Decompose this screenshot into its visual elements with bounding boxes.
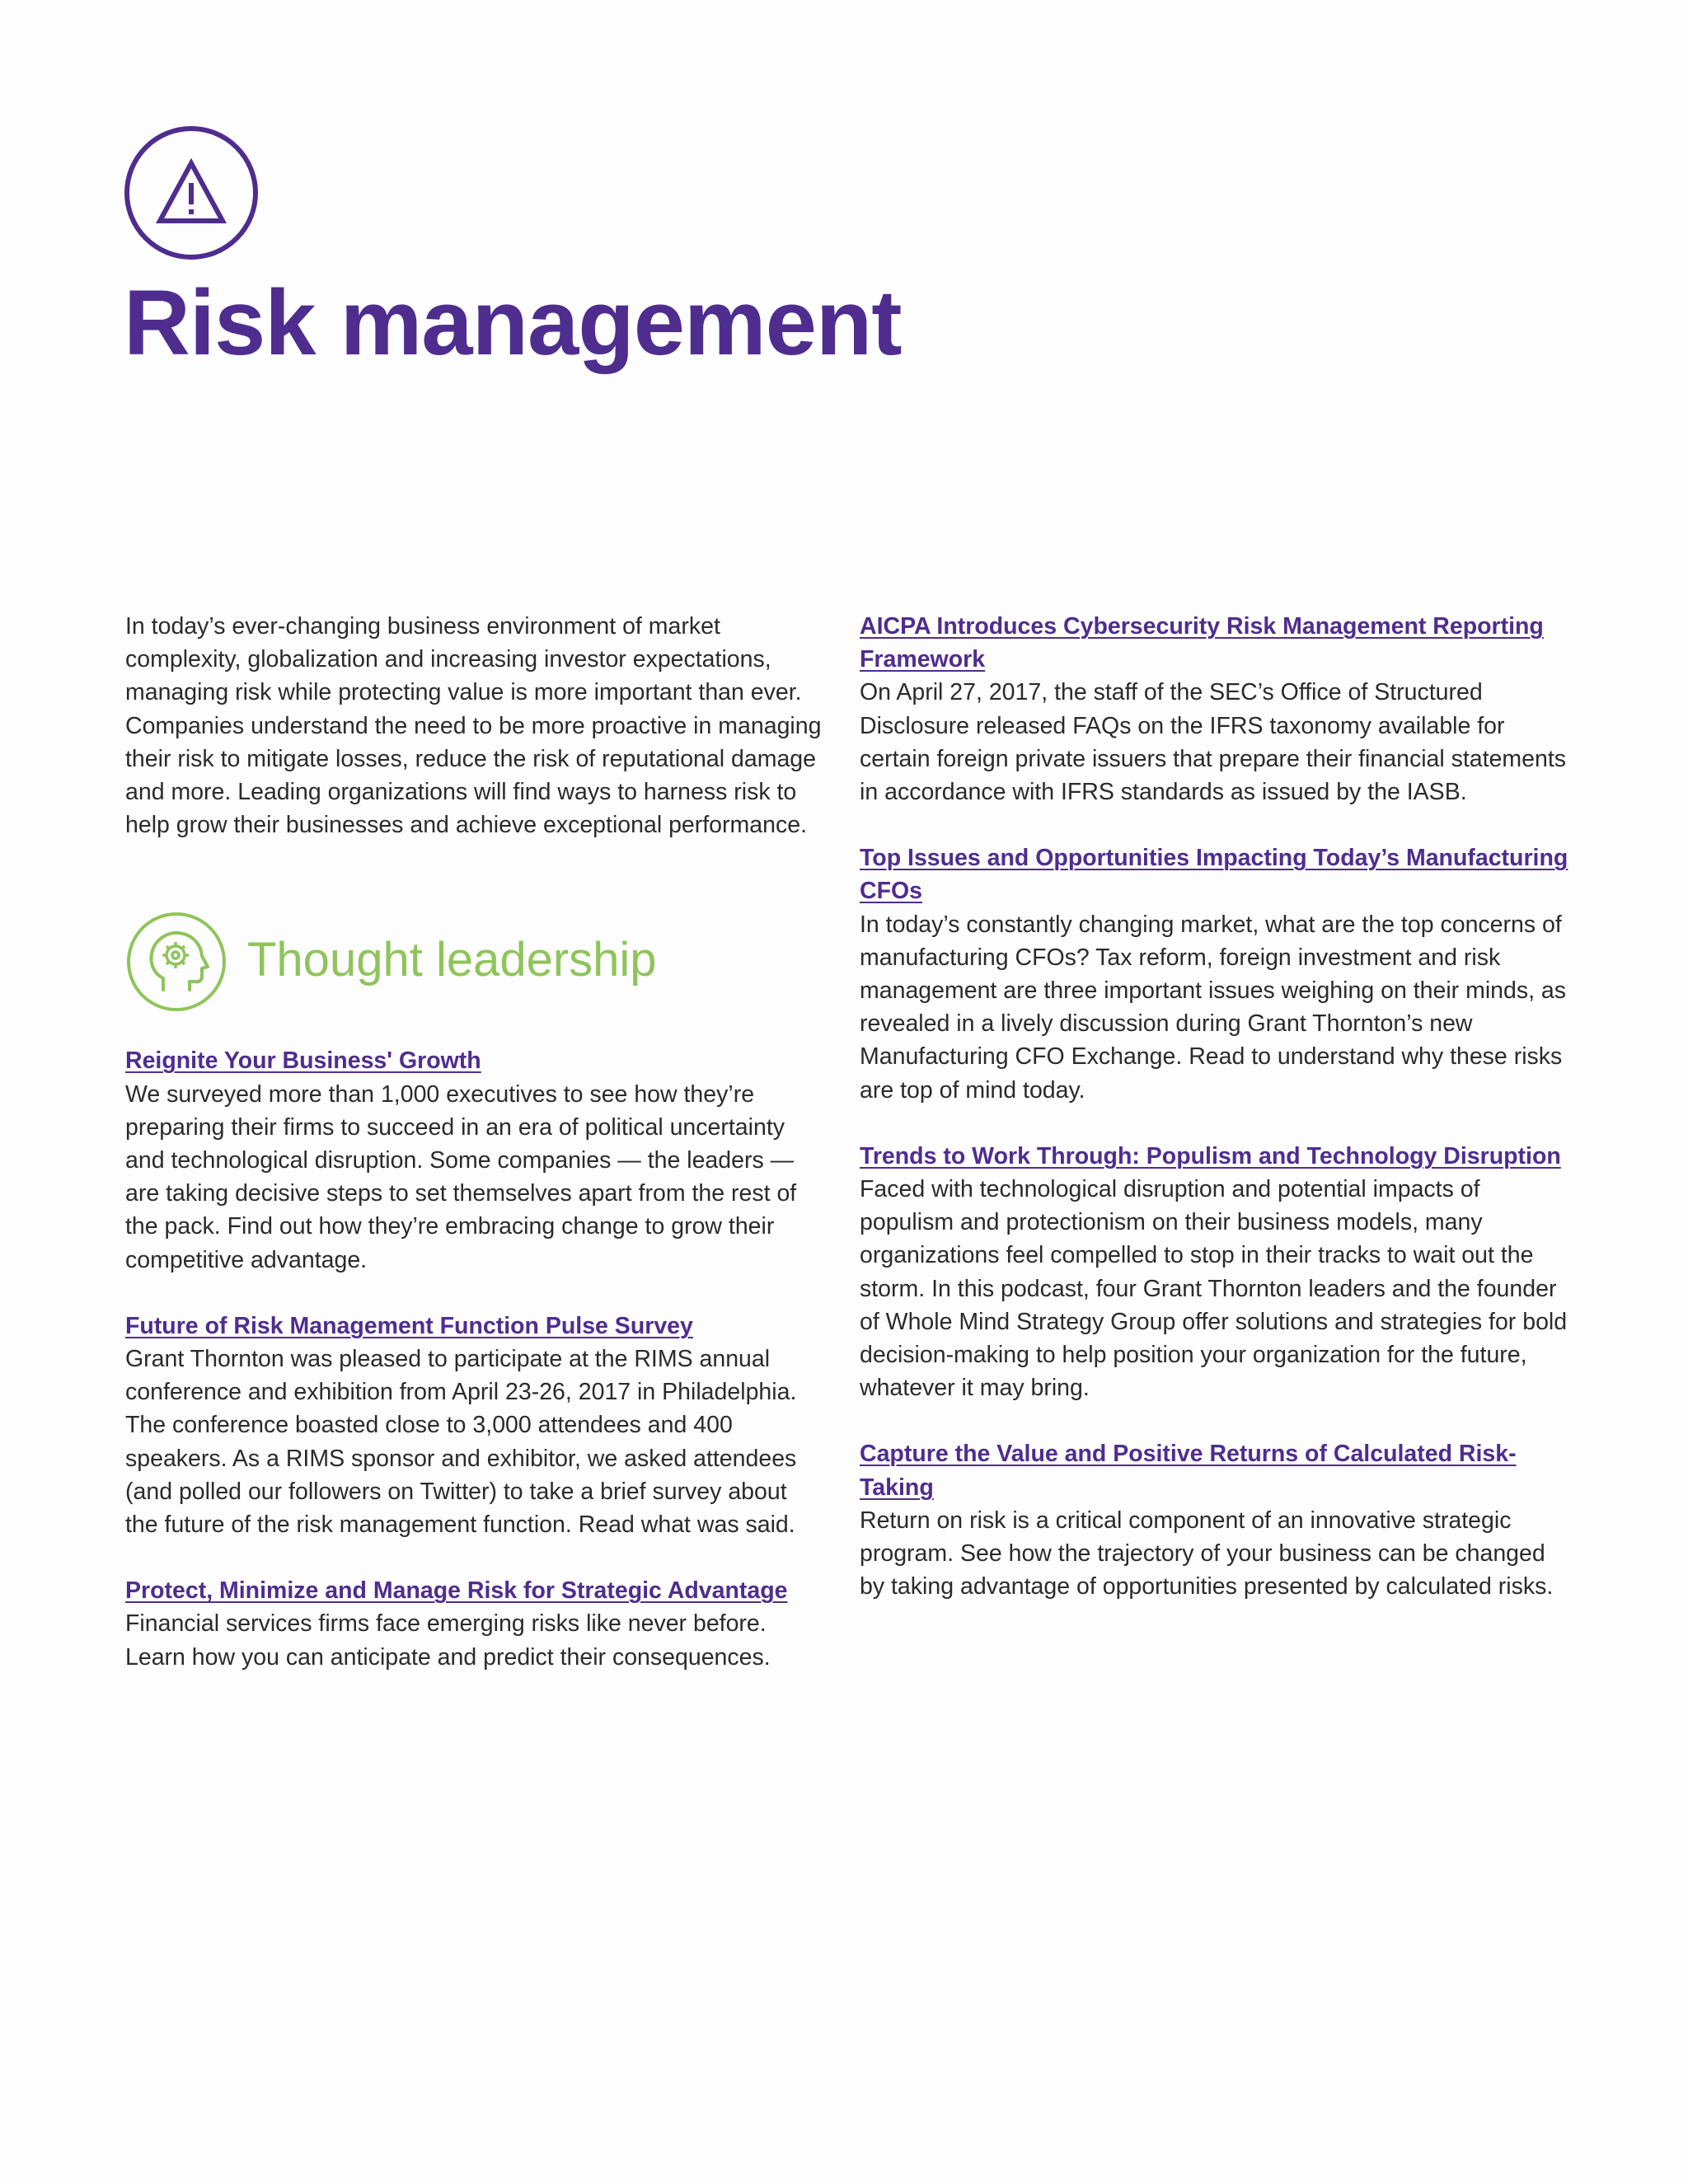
article-item [860, 1437, 1568, 1603]
article-description: In today’s constantly changing market, what are the top concerns of manufacturing CFOs? Tax reform, foreign investment and risk management are three important issues weighing on their minds, as revealed in a lively discussion during Grant Thornton’s new Manufacturing CFO Exchange. Read to understand why these risks are top of mind today. [860, 911, 1567, 1104]
article-item [860, 1140, 1568, 1405]
article-item [860, 610, 1568, 808]
article-item [860, 841, 1568, 1107]
article-link-pulse-survey[interactable]: Future of Risk Management Function Pulse Survey [125, 1312, 693, 1339]
thought-leadership-header [125, 911, 826, 1013]
article-item [125, 1044, 826, 1276]
article-description: Grant Thornton was pleased to participate at the RIMS annual conference and exhibition from April 23-26, 2017 in Philadelphia. The conference boasted close to 3,000 attendees and 400 speakers. As a RIMS sponsor and exhibitor, we asked attendees (and polled our followers on Twitter) to take a brief survey about the future of the risk management function. Read what was said. [125, 1346, 797, 1539]
thought-leadership-title: Thought leadership [247, 933, 657, 987]
right-column [860, 610, 1568, 1636]
article-description: Financial services firms face emerging risks like never before. Learn how you can anticipate and predict their consequences. [125, 1610, 771, 1671]
article-description: We surveyed more than 1,000 executives to see how they’re preparing their firms to succeed in an era of political uncertainty and technological disruption. Some companies — the leaders — are taking decisive steps to set themselves apart from the rest of the pack. Find out how they’re embracing change to grow their competitive advantage. [125, 1080, 797, 1273]
article-link-populism-technology[interactable]: Trends to Work Through: Populism and Technology Disruption [860, 1142, 1561, 1169]
article-link-calculated-risk[interactable]: Capture the Value and Positive Returns of Calculated Risk-Taking [860, 1441, 1517, 1501]
left-column [125, 610, 826, 1707]
article-description: On April 27, 2017, the staff of the SEC’s Office of Structured Disclosure released FAQs on the IFRS taxonomy available for certain foreign private issuers that prepare their financial statements in accordance with IFRS standards as issued by the IASB. [860, 679, 1567, 806]
article-link-protect-minimize[interactable]: Protect, Minimize and Manage Risk for Strategic Advantage [125, 1577, 788, 1605]
article-item [125, 1310, 826, 1541]
warning-triangle-icon [122, 124, 260, 262]
article-link-aicpa-cybersecurity[interactable]: AICPA Introduces Cybersecurity Risk Management Reporting Framework [860, 613, 1544, 673]
article-link-manufacturing-cfos[interactable]: Top Issues and Opportunities Impacting Today’s Manufacturing CFOs [860, 845, 1568, 905]
article-item [125, 1574, 826, 1674]
head-gear-icon [125, 911, 227, 1013]
article-description: Faced with technological disruption and potential impacts of populism and protectionism on their business models, many organizations feel compelled to stop in their tracks to wait out the storm. In this podcast, four Grant Thornton leaders and the founder of Whole Mind Strategy Group offer solutions and strategies for bold decision-making to help position your organization for the future, whatever it may bring. [860, 1176, 1568, 1402]
article-description: Return on risk is a critical component of an innovative strategic program. See how the trajectory of your business can be changed by taking advantage of opportunities presented by calculated risks. [860, 1507, 1554, 1601]
intro-paragraph: In today’s ever-changing business environment of market complexity, globalization and increasing investor expectations, managing risk while protecting value is more important than ever. Companies understand the need to be more proactive in managing their risk to mitigate losses, reduce the risk of reputational damage and more. Leading organizations will find ways to harness risk to help grow their businesses and achieve exceptional performance. [125, 613, 822, 839]
page-title: Risk management [124, 271, 902, 374]
article-link-reignite-growth[interactable]: Reignite Your Business' Growth [125, 1047, 481, 1075]
